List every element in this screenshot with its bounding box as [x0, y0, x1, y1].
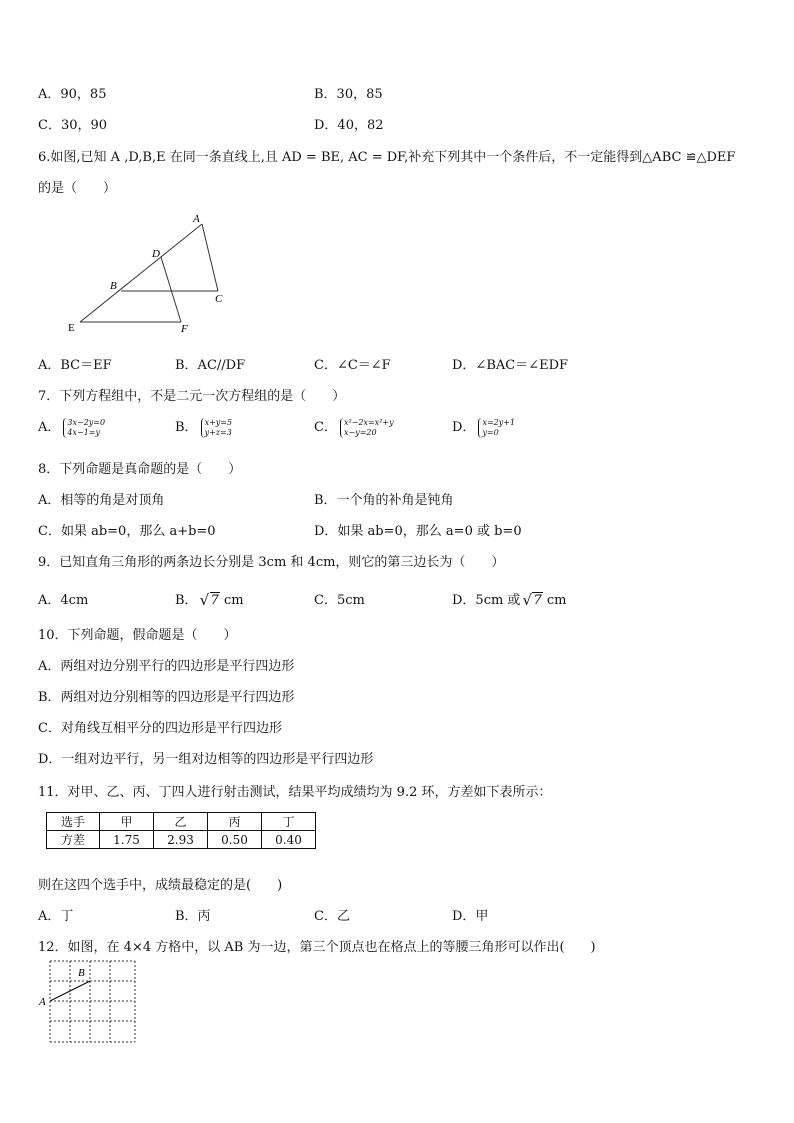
q7-stem: 7．下列方程组中，不是二元一次方程组的是（ ）	[38, 389, 346, 404]
label-c: C	[215, 293, 223, 305]
dotted-grid	[50, 961, 135, 1042]
q7-option-a: A． 3x−2y=0 4x−1=y	[38, 417, 106, 437]
sqrt-symbol: √ 7	[522, 591, 542, 609]
q9-option-c: C．5cm	[314, 593, 365, 608]
q8-option-b: B．一个角的补角是钝角	[314, 493, 454, 508]
q5-option-d: D．40，82	[314, 118, 384, 133]
q6-option-b: B．AC//DF	[175, 358, 246, 373]
q7-option-b: B． x+y=5 y+z=3	[175, 417, 233, 437]
q10-option-a: A．两组对边分别平行的四边形是平行四边形	[38, 659, 295, 674]
equation-system: x²−2x=x²+y x−y=20	[340, 418, 394, 438]
line-a-c	[202, 224, 218, 291]
label-f: F	[181, 323, 188, 335]
q6-stem-line2: 的是（ ）	[38, 181, 117, 196]
table-cell: 方差	[47, 831, 100, 849]
table-cell: 丁	[262, 813, 316, 831]
q6-option-a: A．BC＝EF	[38, 358, 112, 373]
label-d: D	[152, 248, 160, 260]
q10-option-d: D．一组对边平行，另一组对边相等的四边形是平行四边形	[38, 752, 374, 767]
table-cell: 0.40	[262, 831, 316, 849]
label-b: B	[78, 967, 85, 979]
q11-question: 则在这四个选手中，成绩最稳定的是( )	[38, 878, 283, 893]
q9-option-d: D．5cm 或 √ 7 cm	[452, 591, 567, 609]
q12-stem: 12．如图，在 4×4 方格中，以 AB 为一边，第三个顶点也在格点上的等腰三角形可以作出( )	[38, 940, 596, 955]
line-d-f	[161, 257, 181, 322]
q8-stem: 8．下列命题是真命题的是（ ）	[38, 462, 242, 477]
q8-option-a: A．相等的角是对顶角	[38, 493, 165, 508]
label-a: A	[193, 213, 200, 225]
q10-option-c: C．对角线互相平分的四边形是平行四边形	[38, 721, 282, 736]
equation-system: 3x−2y=0 4x−1=y	[63, 418, 105, 438]
equation-system: x+y=5 y+z=3	[201, 418, 233, 438]
q7-option-d: D． x=2y+1 y=0	[452, 417, 516, 437]
equation-system: x=2y+1 y=0	[478, 418, 515, 438]
q11-option-b: B．丙	[175, 909, 211, 924]
q11-option-a: A．丁	[38, 909, 74, 924]
table-cell: 2.93	[154, 831, 208, 849]
table-cell: 乙	[154, 813, 208, 831]
q9-option-a: A．4cm	[38, 593, 89, 608]
table-cell: 甲	[100, 813, 154, 831]
q9-option-b: B． √ 7 cm	[175, 591, 244, 609]
q10-option-b: B．两组对边分别相等的四边形是平行四边形	[38, 690, 295, 705]
variance-table	[46, 812, 316, 849]
q5-option-b: B．30，85	[314, 87, 383, 102]
sqrt-symbol: √ 7	[199, 591, 219, 609]
line-e-a	[80, 224, 202, 322]
table-cell: 丙	[208, 813, 262, 831]
table-row	[47, 831, 316, 849]
q5-option-a: A．90，85	[38, 87, 107, 102]
label-b: B	[110, 280, 117, 292]
q6-option-d: D．∠BAC＝∠EDF	[452, 358, 569, 373]
label-e: E	[68, 322, 75, 334]
q10-stem: 10．下列命题，假命题是（ ）	[38, 628, 237, 643]
q8-option-d: D．如果 ab=0，那么 a=0 或 b=0	[314, 524, 522, 539]
q5-option-c: C．30，90	[38, 118, 108, 133]
q8-option-c: C．如果 ab=0，那么 a+b=0	[38, 524, 216, 539]
label-a: A	[39, 996, 46, 1008]
table-cell: 选手	[47, 813, 100, 831]
q6-triangle-figure	[55, 210, 245, 340]
table-cell: 0.50	[208, 831, 262, 849]
q7-option-c: C． x²−2x=x²+y x−y=20	[314, 417, 394, 437]
table-header-row	[47, 813, 316, 831]
q6-stem-line1: 6.如图,已知 A ,D,B,E 在同一条直线上,且 AD = BE, AC = DF,补充下列其中一个条件后，不一定能得到△ABC ≌△DEF	[38, 150, 736, 165]
q11-option-d: D．甲	[452, 909, 489, 924]
q9-stem: 9．已知直角三角形的两条边长分别是 3cm 和 4cm，则它的第三边长为（ ）	[38, 555, 505, 570]
q11-stem: 11．对甲、乙、丙、丁四人进行射击测试，结果平均成绩均为 9.2 环，方差如下表所示：	[38, 785, 552, 800]
q6-option-c: C．∠C＝∠F	[314, 358, 391, 373]
q11-option-c: C．乙	[314, 909, 350, 924]
table-cell: 1.75	[100, 831, 154, 849]
q12-grid-figure	[38, 958, 140, 1046]
